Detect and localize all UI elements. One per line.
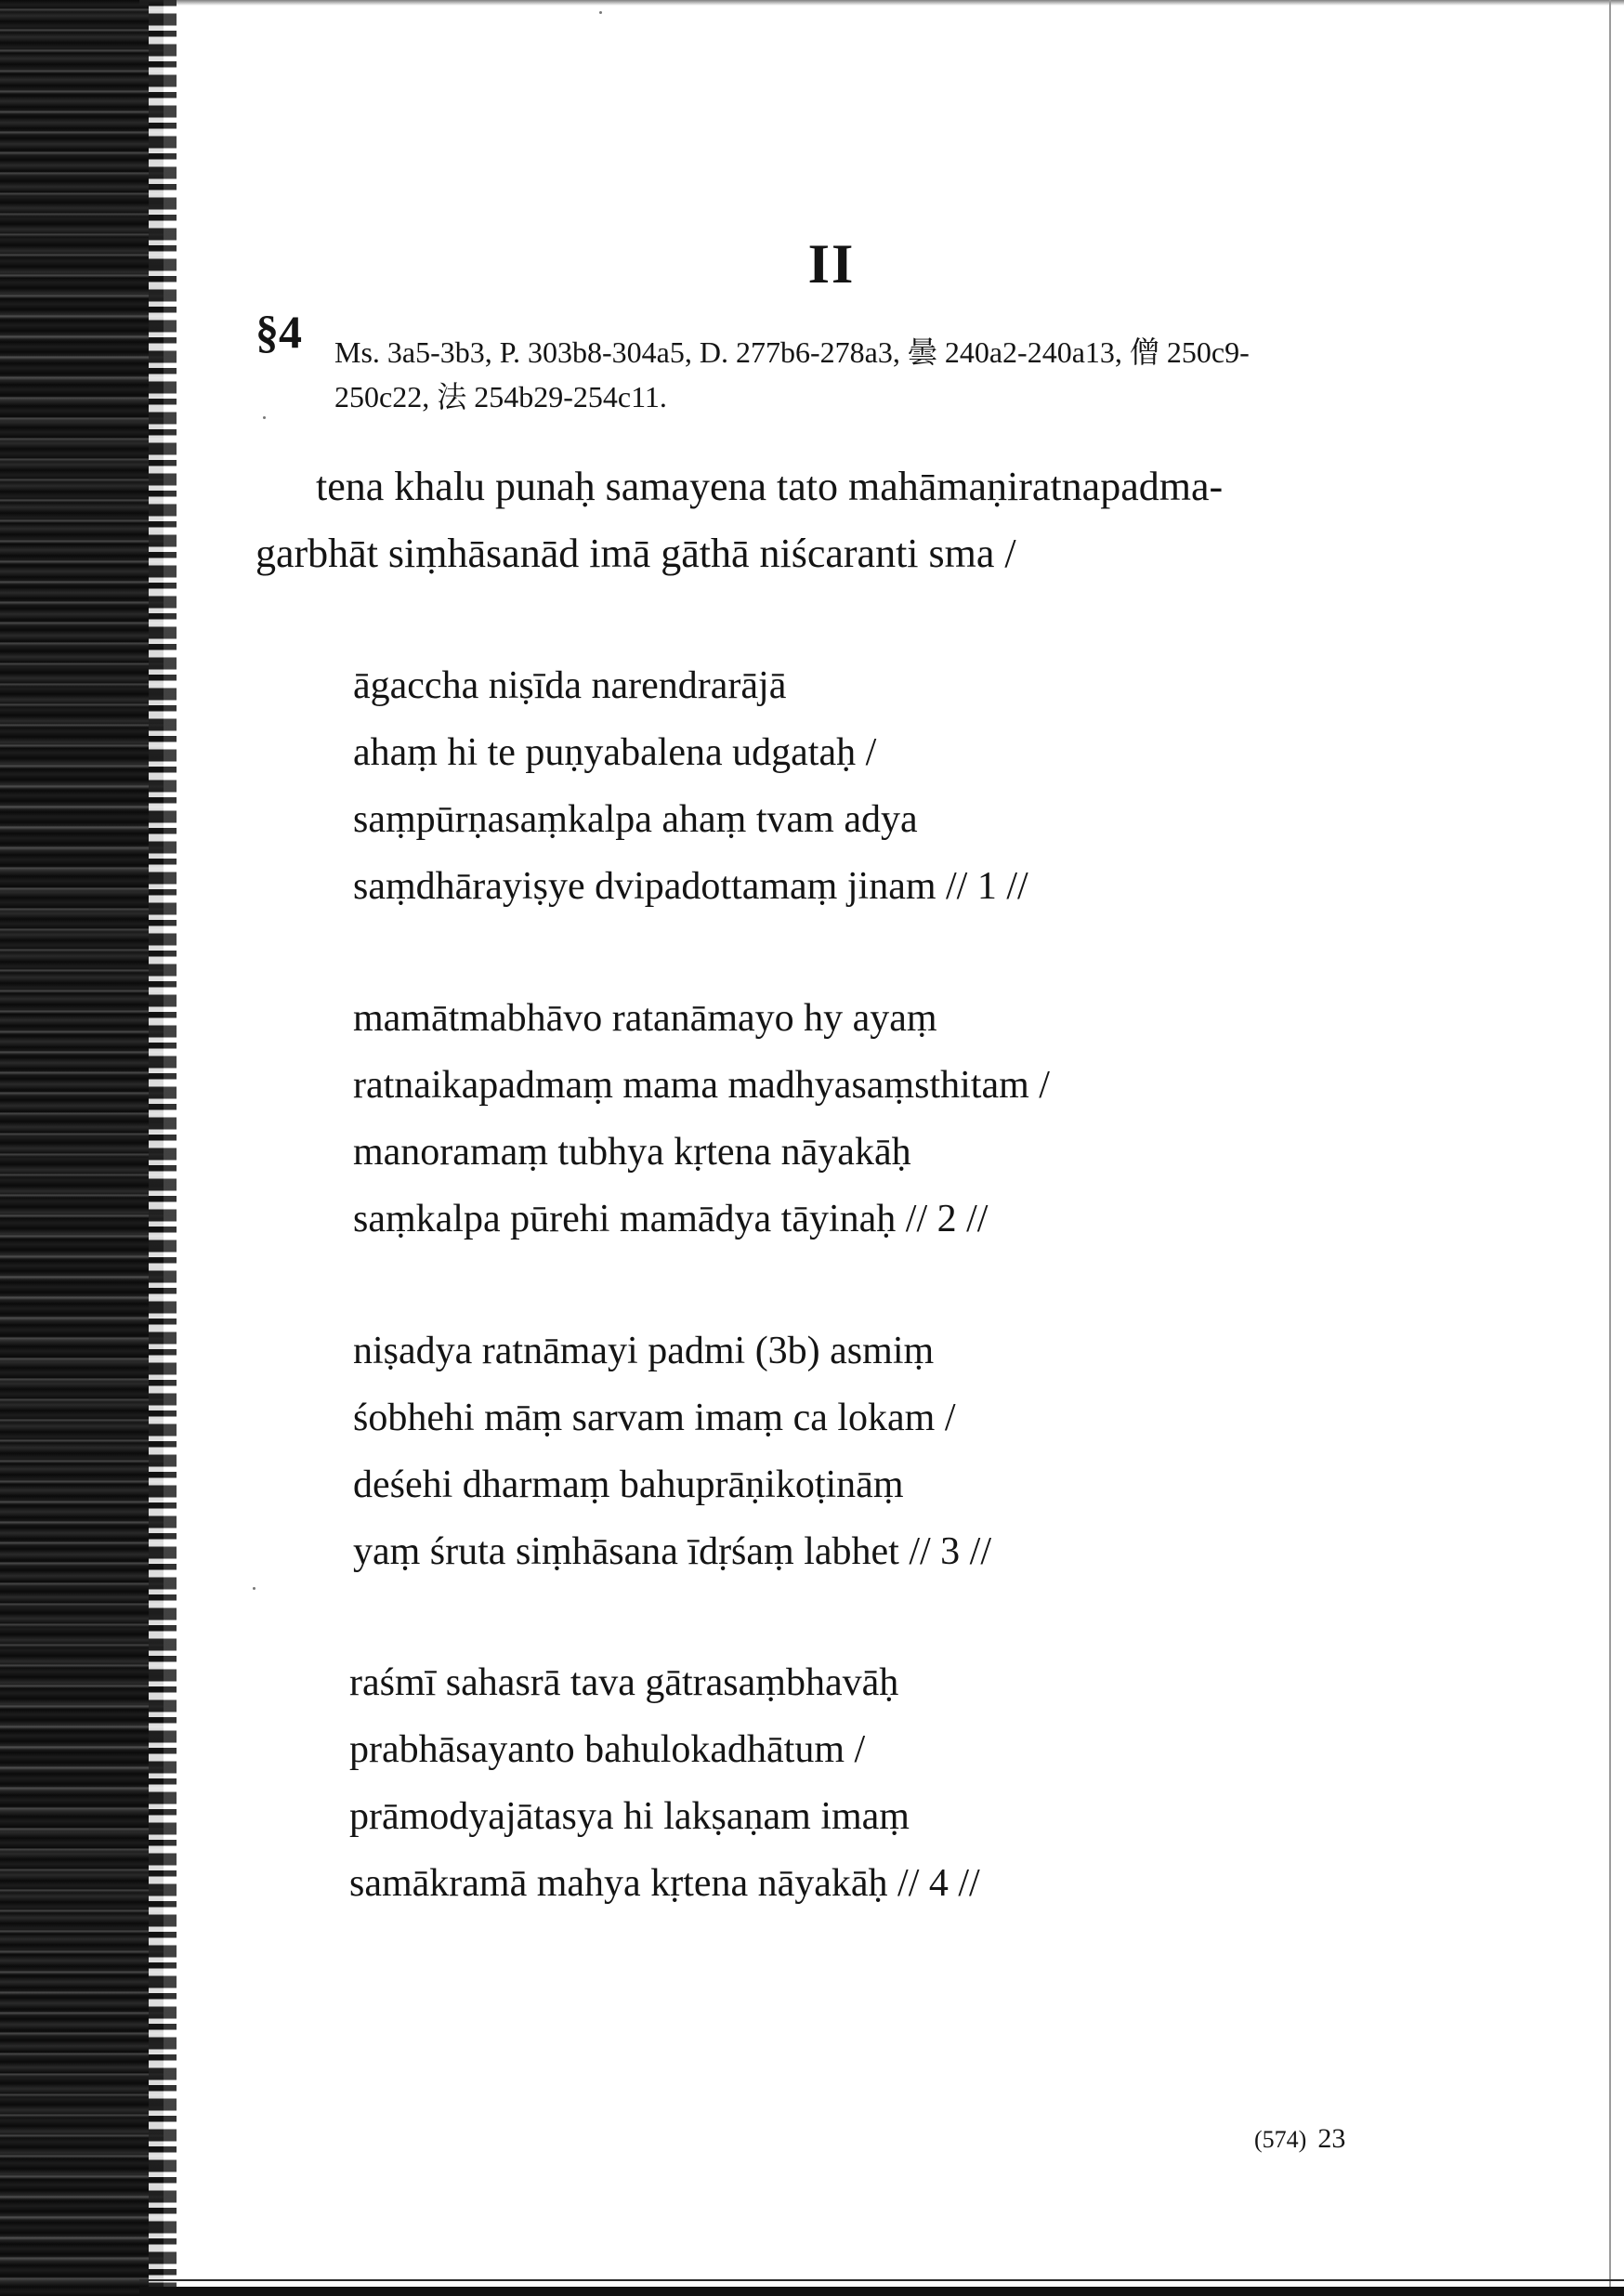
- verse-1: [353, 652, 1282, 920]
- scan-speck: [253, 1587, 255, 1590]
- intro-prose: [255, 453, 1426, 587]
- scan-speck: [263, 416, 266, 419]
- verse-line: prabhāsayanto bahulokadhātum /: [349, 1728, 866, 1771]
- verse-line: śobhehi māṃ sarvam imaṃ ca lokam /: [353, 1397, 956, 1439]
- top-page-shadow: [139, 0, 1624, 6]
- verse-line: saṃdhārayiṣye dvipadottamaṃ jinam // 1 //: [353, 865, 1028, 908]
- original-page-number: (574): [1254, 2126, 1307, 2153]
- right-page-edge: [1609, 0, 1611, 2296]
- section-number: §4: [255, 306, 302, 358]
- prose-line: garbhāt siṃhāsanād imā gāthā niścaranti sma /: [255, 531, 1016, 576]
- verse-line: niṣadya ratnāmayi padmi (3b) asmiṃ: [353, 1330, 935, 1372]
- scan-speck: [599, 11, 602, 14]
- current-page-number: 23: [1317, 2123, 1346, 2154]
- verse-line: saṃkalpa pūrehi mamādya tāyinaḥ // 2 //: [353, 1198, 989, 1240]
- reference-line: 250c22, 法 254b29-254c11.: [334, 380, 667, 413]
- page-number: [1254, 2123, 1345, 2155]
- bottom-scan-border: [139, 2287, 1624, 2296]
- manuscript-references: [334, 330, 1431, 419]
- verse-line: ahaṃ hi te puṇyabalena udgataḥ /: [353, 731, 877, 774]
- verse-line: mamātmabhāvo ratanāmayo hy ayaṃ: [353, 997, 937, 1040]
- verse-line: samākramā mahya kṛtena nāyakāḥ // 4 //: [349, 1862, 980, 1905]
- chapter-heading: II: [807, 233, 856, 295]
- verse-line: āgaccha niṣīda narendrarājā: [353, 664, 787, 707]
- verse-line: saṃpūrṇasaṃkalpa ahaṃ tvam adya: [353, 798, 918, 841]
- verse-2: [353, 985, 1282, 1253]
- verse-3: [353, 1318, 1282, 1585]
- prose-line: tena khalu punaḥ samayena tato mahāmaṇiratnapadma-: [316, 464, 1224, 509]
- bottom-page-edge: [139, 2279, 1624, 2281]
- verse-line: manoramaṃ tubhya kṛtena nāyakāḥ: [353, 1131, 911, 1174]
- book-binding-edge: [0, 0, 164, 2296]
- verse-line: raśmī sahasrā tava gātrasaṃbhavāḥ: [349, 1661, 899, 1704]
- verse-line: deśehi dharmaṃ bahuprāṇikoṭināṃ: [353, 1463, 904, 1506]
- verse-line: yaṃ śruta siṃhāsana īdṛśaṃ labhet // 3 //: [353, 1530, 992, 1573]
- verse-line: ratnaikapadmaṃ mama madhyasaṃsthitam /: [353, 1064, 1050, 1107]
- verse-4: [349, 1649, 1278, 1917]
- verse-line: prāmodyajātasya hi lakṣaṇam imaṃ: [349, 1795, 910, 1838]
- reference-line: Ms. 3a5-3b3, P. 303b8-304a5, D. 277b6-278a3, 曇 240a2-240a13, 僧 250c9-: [334, 335, 1250, 369]
